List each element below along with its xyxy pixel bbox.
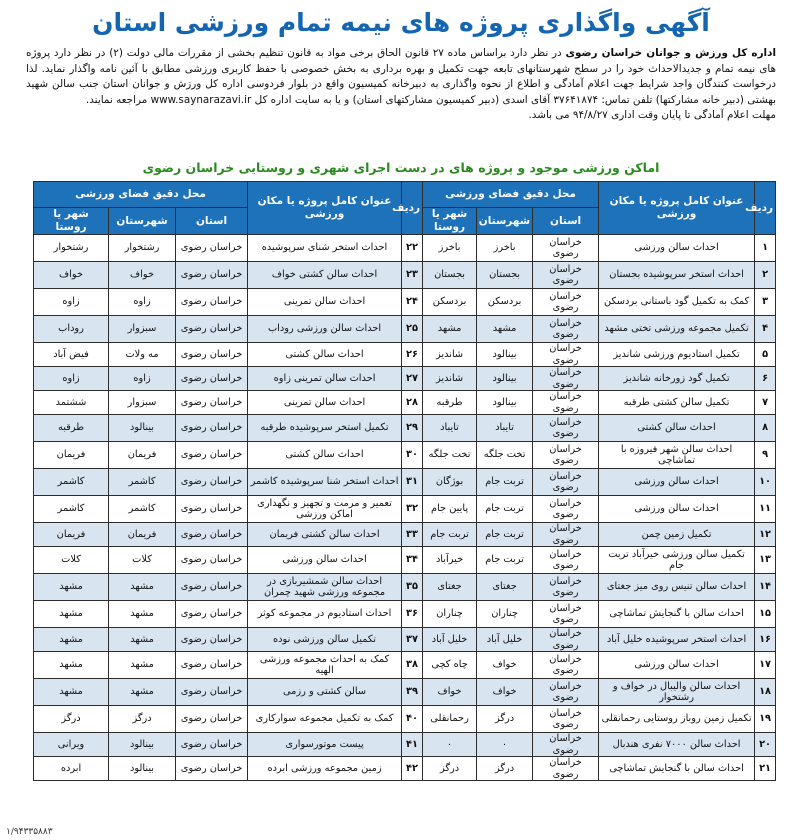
cell-city: ۰ <box>423 733 477 757</box>
cell-title: احداث سالن ورزشی <box>599 652 755 679</box>
cell-province: خراسان رضوی <box>176 601 248 628</box>
cell-title: پیست موتورسواری <box>248 733 402 757</box>
cell-city: فریمان <box>34 523 109 547</box>
cell-province: خراسان رضوی <box>533 415 599 442</box>
cell-province: خراسان رضوی <box>176 235 248 262</box>
cell-title: احداث سالن ورزشی <box>599 235 755 262</box>
table-row <box>34 442 776 469</box>
header-location: محل دقیق فضای ورزشی <box>34 182 248 208</box>
cell-county: زاوه <box>109 367 176 391</box>
cell-county: تربت جام <box>477 523 533 547</box>
table-row <box>34 547 776 574</box>
cell-county: مشهد <box>109 679 176 706</box>
cell-county: تایباد <box>477 415 533 442</box>
cell-county: مشهد <box>477 316 533 343</box>
cell-province: خراسان رضوی <box>533 628 599 652</box>
cell-title: احداث سالن کشتی خواف <box>248 262 402 289</box>
cell-province: خراسان رضوی <box>176 679 248 706</box>
cell-city: کلات <box>34 547 109 574</box>
cell-county: مشهد <box>109 628 176 652</box>
cell-province: خراسان رضوی <box>176 652 248 679</box>
cell-city: چاه کچی <box>423 652 477 679</box>
cell-county: جغتای <box>477 574 533 601</box>
cell-title: احداث استخر شنای سرپوشیده <box>248 235 402 262</box>
cell-county: درگز <box>477 706 533 733</box>
cell-num: ۲۰ <box>755 733 776 757</box>
cell-title: احداث سالن کشتی <box>248 343 402 367</box>
cell-title: تکمیل سالن ورزشی خیرآباد تربت جام <box>599 547 755 574</box>
cell-city: کاشمر <box>34 469 109 496</box>
cell-province: خراسان رضوی <box>533 316 599 343</box>
cell-province: خراسان رضوی <box>533 757 599 781</box>
cell-num: ۳۲ <box>402 496 423 523</box>
cell-province: خراسان رضوی <box>176 367 248 391</box>
cell-num: ۳ <box>755 289 776 316</box>
table-row <box>34 289 776 316</box>
cell-num: ۱ <box>755 235 776 262</box>
cell-county: تربت جام <box>477 469 533 496</box>
cell-num: ۲۵ <box>402 316 423 343</box>
cell-province: خراسان رضوی <box>533 574 599 601</box>
cell-city: مشهد <box>34 628 109 652</box>
cell-title: تکمیل زمین روباز روستایی رحمانقلی <box>599 706 755 733</box>
table-row <box>34 343 776 367</box>
cell-city: فیض آباد <box>34 343 109 367</box>
cell-province: خراسان رضوی <box>533 496 599 523</box>
cell-county: بینالود <box>109 415 176 442</box>
cell-county: تخت جلگه <box>477 442 533 469</box>
cell-county: ۰ <box>477 733 533 757</box>
cell-num: ۱۵ <box>755 601 776 628</box>
cell-num: ۹ <box>755 442 776 469</box>
cell-num: ۲۹ <box>402 415 423 442</box>
cell-province: خراسان رضوی <box>176 415 248 442</box>
cell-num: ۱۷ <box>755 652 776 679</box>
page-title: آگهی واگذاری پروژه های نیمه تمام ورزشی استان <box>92 8 710 37</box>
table-row <box>34 757 776 781</box>
cell-county: بینالود <box>109 733 176 757</box>
cell-province: خراسان رضوی <box>176 574 248 601</box>
cell-num: ۱۳ <box>755 547 776 574</box>
cell-title: تکمیل گود زورخانه شاندیز <box>599 367 755 391</box>
cell-title: احداث سالن تمرینی <box>248 391 402 415</box>
cell-num: ۲۸ <box>402 391 423 415</box>
cell-county: زاوه <box>109 289 176 316</box>
cell-province: خراسان رضوی <box>533 391 599 415</box>
cell-province: خراسان رضوی <box>176 343 248 367</box>
cell-county: کلات <box>109 547 176 574</box>
cell-province: خراسان رضوی <box>533 262 599 289</box>
table-row <box>34 601 776 628</box>
cell-city: مشهد <box>34 652 109 679</box>
cell-city: طرقبه <box>34 415 109 442</box>
cell-province: خراسان رضوی <box>533 289 599 316</box>
cell-num: ۱۴ <box>755 574 776 601</box>
cell-title: احداث سالن والیبال در خواف و رشتخوار <box>599 679 755 706</box>
cell-city: تایباد <box>423 415 477 442</box>
cell-city: باخرز <box>423 235 477 262</box>
header-province: استان <box>176 208 248 235</box>
cell-province: خراسان رضوی <box>176 757 248 781</box>
cell-province: خراسان رضوی <box>533 652 599 679</box>
cell-title: تکمیل استخر سرپوشیده طرقبه <box>248 415 402 442</box>
cell-province: خراسان رضوی <box>176 289 248 316</box>
cell-county: فریمان <box>109 442 176 469</box>
header-title: عنوان کامل پروژه یا مکان ورزشی <box>599 182 755 235</box>
cell-num: ۶ <box>755 367 776 391</box>
header-city: شهر یا روستا <box>34 208 109 235</box>
cell-province: خراسان رضوی <box>176 547 248 574</box>
cell-num: ۳۳ <box>402 523 423 547</box>
cell-city: چناران <box>423 601 477 628</box>
cell-county: سبزوار <box>109 391 176 415</box>
cell-title: احداث سالن با گنجایش تماشاچی <box>599 601 755 628</box>
cell-num: ۱۰ <box>755 469 776 496</box>
cell-province: خراسان رضوی <box>176 262 248 289</box>
cell-city: بردسکن <box>423 289 477 316</box>
cell-city: شاندیز <box>423 367 477 391</box>
header-county: شهرستان <box>477 208 533 235</box>
cell-num: ۲۶ <box>402 343 423 367</box>
cell-county: بجستان <box>477 262 533 289</box>
cell-city: کاشمر <box>34 496 109 523</box>
cell-county: خواف <box>109 262 176 289</box>
cell-city: زاوه <box>34 289 109 316</box>
cell-title: احداث استخر سرپوشیده بجستان <box>599 262 755 289</box>
cell-county: تربت جام <box>477 547 533 574</box>
cell-title: تکمیل سالن کشتی طرقبه <box>599 391 755 415</box>
cell-title: تکمیل استادیوم ورزشی شاندیز <box>599 343 755 367</box>
cell-province: خراسان رضوی <box>533 442 599 469</box>
cell-county: مشهد <box>109 574 176 601</box>
cell-title: احداث سالن ۷۰۰۰ نفری هندبال <box>599 733 755 757</box>
cell-title: احداث سالن کشتی <box>248 442 402 469</box>
cell-province: خراسان رضوی <box>176 391 248 415</box>
cell-county: رشتخوار <box>109 235 176 262</box>
cell-county: مه ولات <box>109 343 176 367</box>
cell-num: ۱۲ <box>755 523 776 547</box>
cell-county: کاشمر <box>109 469 176 496</box>
cell-title: احداث استخر شنا سرپوشیده کاشمر <box>248 469 402 496</box>
deadline-text: مهلت اعلام آمادگی تا پایان وقت اداری ۹۴/۸/۲۷ می باشد. <box>528 109 776 122</box>
cell-num: ۲۷ <box>402 367 423 391</box>
cell-title: احداث سالن تنیس روی میز جغتای <box>599 574 755 601</box>
cell-title: احداث سالن کشتی <box>599 415 755 442</box>
table-row <box>34 235 776 262</box>
cell-num: ۴۰ <box>402 706 423 733</box>
cell-city: مشهد <box>34 601 109 628</box>
cell-num: ۴ <box>755 316 776 343</box>
cell-county: مشهد <box>109 601 176 628</box>
table-row <box>34 628 776 652</box>
cell-province: خراسان رضوی <box>176 496 248 523</box>
cell-num: ۸ <box>755 415 776 442</box>
table-row <box>34 391 776 415</box>
table-row <box>34 262 776 289</box>
cell-city: بوژگان <box>423 469 477 496</box>
header-num: ردیف <box>755 182 776 235</box>
cell-province: خراسان رضوی <box>176 442 248 469</box>
cell-title: تکمیل سالن ورزشی نوده <box>248 628 402 652</box>
cell-county: بینالود <box>477 343 533 367</box>
cell-province: خراسان رضوی <box>176 706 248 733</box>
table-row <box>34 415 776 442</box>
cell-title: احداث سالن شمشیربازی در مجموعه ورزشی شهید چمران <box>248 574 402 601</box>
cell-num: ۱۹ <box>755 706 776 733</box>
table-row <box>34 733 776 757</box>
cell-title: احداث سالن با گنجایش تماشاچی <box>599 757 755 781</box>
cell-num: ۲۴ <box>402 289 423 316</box>
cell-city: خواف <box>34 262 109 289</box>
cell-title: تکمیل مجموعه ورزشی تختی مشهد <box>599 316 755 343</box>
cell-title: زمین مجموعه ورزشی ابرده <box>248 757 402 781</box>
cell-num: ۳۱ <box>402 469 423 496</box>
cell-province: خراسان رضوی <box>176 316 248 343</box>
cell-num: ۳۹ <box>402 679 423 706</box>
header-province: استان <box>533 208 599 235</box>
cell-title: احداث استادیوم در مجموعه کوثر <box>248 601 402 628</box>
header-city: شهر یا روستا <box>423 208 477 235</box>
cell-num: ۷ <box>755 391 776 415</box>
cell-num: ۱۶ <box>755 628 776 652</box>
cell-county: خواف <box>477 679 533 706</box>
footer-code: ۱/۹۴۳۳۵۸۸۳ <box>6 827 53 837</box>
cell-title: کمک به تکمیل گود باستانی بردسکن <box>599 289 755 316</box>
cell-city: خواف <box>423 679 477 706</box>
cell-province: خراسان رضوی <box>176 469 248 496</box>
table-row <box>34 316 776 343</box>
table-body <box>34 235 776 781</box>
cell-num: ۲۱ <box>755 757 776 781</box>
cell-city: رشتخوار <box>34 235 109 262</box>
cell-county: درگز <box>109 706 176 733</box>
cell-title: احداث سالن ورزشی روداب <box>248 316 402 343</box>
cell-title: احداث سالن ورزشی <box>248 547 402 574</box>
header-title: عنوان کامل پروژه یا مکان ورزشی <box>248 182 402 235</box>
cell-num: ۱۸ <box>755 679 776 706</box>
cell-county: کاشمر <box>109 496 176 523</box>
cell-province: خراسان رضوی <box>176 628 248 652</box>
cell-county: باخرز <box>477 235 533 262</box>
header-location: محل دقیق فضای ورزشی <box>423 182 599 208</box>
cell-province: خراسان رضوی <box>533 601 599 628</box>
table-row <box>34 469 776 496</box>
cell-num: ۳۵ <box>402 574 423 601</box>
cell-province: خراسان رضوی <box>533 706 599 733</box>
cell-title: احداث سالن شهر فیروزه با تماشاچی <box>599 442 755 469</box>
cell-county: فریمان <box>109 523 176 547</box>
cell-num: ۲۳ <box>402 262 423 289</box>
intro-paragraph <box>26 46 776 124</box>
cell-province: خراسان رضوی <box>176 733 248 757</box>
cell-province: خراسان رضوی <box>533 469 599 496</box>
cell-city: درگز <box>423 757 477 781</box>
cell-city: فریمان <box>34 442 109 469</box>
table-row <box>34 652 776 679</box>
cell-province: خراسان رضوی <box>176 523 248 547</box>
cell-city: خیرآباد <box>423 547 477 574</box>
cell-num: ۲۲ <box>402 235 423 262</box>
cell-city: ویرانی <box>34 733 109 757</box>
header-num: ردیف <box>402 182 423 235</box>
table-row <box>34 706 776 733</box>
cell-city: روداب <box>34 316 109 343</box>
cell-num: ۳۸ <box>402 652 423 679</box>
cell-title: کمک به تکمیل مجموعه سوارکاری <box>248 706 402 733</box>
cell-county: بینالود <box>109 757 176 781</box>
cell-county: بینالود <box>477 391 533 415</box>
cell-county: بینالود <box>477 367 533 391</box>
cell-county: سبزوار <box>109 316 176 343</box>
cell-title: احداث سالن کشتی فریمان <box>248 523 402 547</box>
cell-city: پایین جام <box>423 496 477 523</box>
cell-title: تعمیر و مرمت و تجهیز و نگهداری اماکن ورزشی <box>248 496 402 523</box>
cell-title: کمک به احداث مجموعه ورزشی الهیه <box>248 652 402 679</box>
cell-province: خراسان رضوی <box>533 679 599 706</box>
cell-county: تربت جام <box>477 496 533 523</box>
cell-city: شاندیز <box>423 343 477 367</box>
cell-num: ۲ <box>755 262 776 289</box>
table-row <box>34 367 776 391</box>
projects-table <box>33 181 776 781</box>
cell-province: خراسان رضوی <box>533 235 599 262</box>
cell-city: تخت جلگه <box>423 442 477 469</box>
cell-county: چناران <box>477 601 533 628</box>
cell-province: خراسان رضوی <box>533 343 599 367</box>
organization-name: اداره کل ورزش و جوانان خراسان رضوی <box>565 47 777 59</box>
cell-city: رحمانقلی <box>423 706 477 733</box>
table-row <box>34 523 776 547</box>
cell-city: مشهد <box>34 574 109 601</box>
cell-num: ۳۶ <box>402 601 423 628</box>
table-row <box>34 496 776 523</box>
cell-num: ۵ <box>755 343 776 367</box>
cell-num: ۴۲ <box>402 757 423 781</box>
cell-province: خراسان رضوی <box>533 733 599 757</box>
cell-title: احداث سالن ورزشی <box>599 496 755 523</box>
cell-county: بردسکن <box>477 289 533 316</box>
cell-title: احداث استخر سرپوشیده خلیل آباد <box>599 628 755 652</box>
table-row <box>34 679 776 706</box>
cell-num: ۳۴ <box>402 547 423 574</box>
cell-title: احداث سالن تمرینی <box>248 289 402 316</box>
cell-city: زاوه <box>34 367 109 391</box>
cell-province: خراسان رضوی <box>533 367 599 391</box>
cell-title: احداث سالن ورزشی <box>599 469 755 496</box>
cell-title: احداث سالن تمرینی زاوه <box>248 367 402 391</box>
cell-province: خراسان رضوی <box>533 523 599 547</box>
cell-num: ۳۰ <box>402 442 423 469</box>
cell-city: مشهد <box>423 316 477 343</box>
cell-num: ۴۱ <box>402 733 423 757</box>
cell-county: خواف <box>477 652 533 679</box>
header-county: شهرستان <box>109 208 176 235</box>
cell-city: درگز <box>34 706 109 733</box>
table-row <box>34 574 776 601</box>
cell-num: ۱۱ <box>755 496 776 523</box>
cell-city: تربت جام <box>423 523 477 547</box>
cell-city: ششتمد <box>34 391 109 415</box>
cell-city: خلیل آباد <box>423 628 477 652</box>
cell-city: ابرده <box>34 757 109 781</box>
cell-num: ۳۷ <box>402 628 423 652</box>
cell-county: مشهد <box>109 652 176 679</box>
cell-city: مشهد <box>34 679 109 706</box>
cell-city: جغتای <box>423 574 477 601</box>
cell-county: درگز <box>477 757 533 781</box>
cell-city: بجستان <box>423 262 477 289</box>
cell-city: طرقبه <box>423 391 477 415</box>
table-subtitle: اماکن ورزشی موجود و پروژه های در دست اجرای شهری و روستایی خراسان رضوی <box>142 160 660 175</box>
cell-title: سالن کشتی و رزمی <box>248 679 402 706</box>
cell-title: تکمیل زمین چمن <box>599 523 755 547</box>
intro-body: در نظر دارد براساس ماده ۲۷ قانون الحاق برخی مواد به قانون تنظیم بخشی از مقررات مالی دولت (۲) در نظر دارد پروژه های نیمه تمام و جدیدالاحداث خود را در سطح شهرستانهای تابعه جهت تکمیل و بهره برداری به بخش خصوصی با حفظ کاربری ورزشی مطابق با آئین نامه واگذار نماید. لذا درخواست کنندگان واجد شرایط جهت اعلام آمادگی و اطلاع از نحوه واگذاری به دبیرخانه کمیسیون واقع در بلوار فردوسی اداره کل ورزش و جوانان استان جنب سالن شهید بهشتی (دبیر خانه مشارکتها) تلفن تماس: ۳۷۶۴۱۸۷۴ آقای اسدی (دبیر کمیسیون مشارکتهای استان) و یا به سایت اداره کل www.saynarazavi.ir مراجعه نمایند. <box>26 47 776 106</box>
cell-county: خلیل آباد <box>477 628 533 652</box>
cell-province: خراسان رضوی <box>533 547 599 574</box>
